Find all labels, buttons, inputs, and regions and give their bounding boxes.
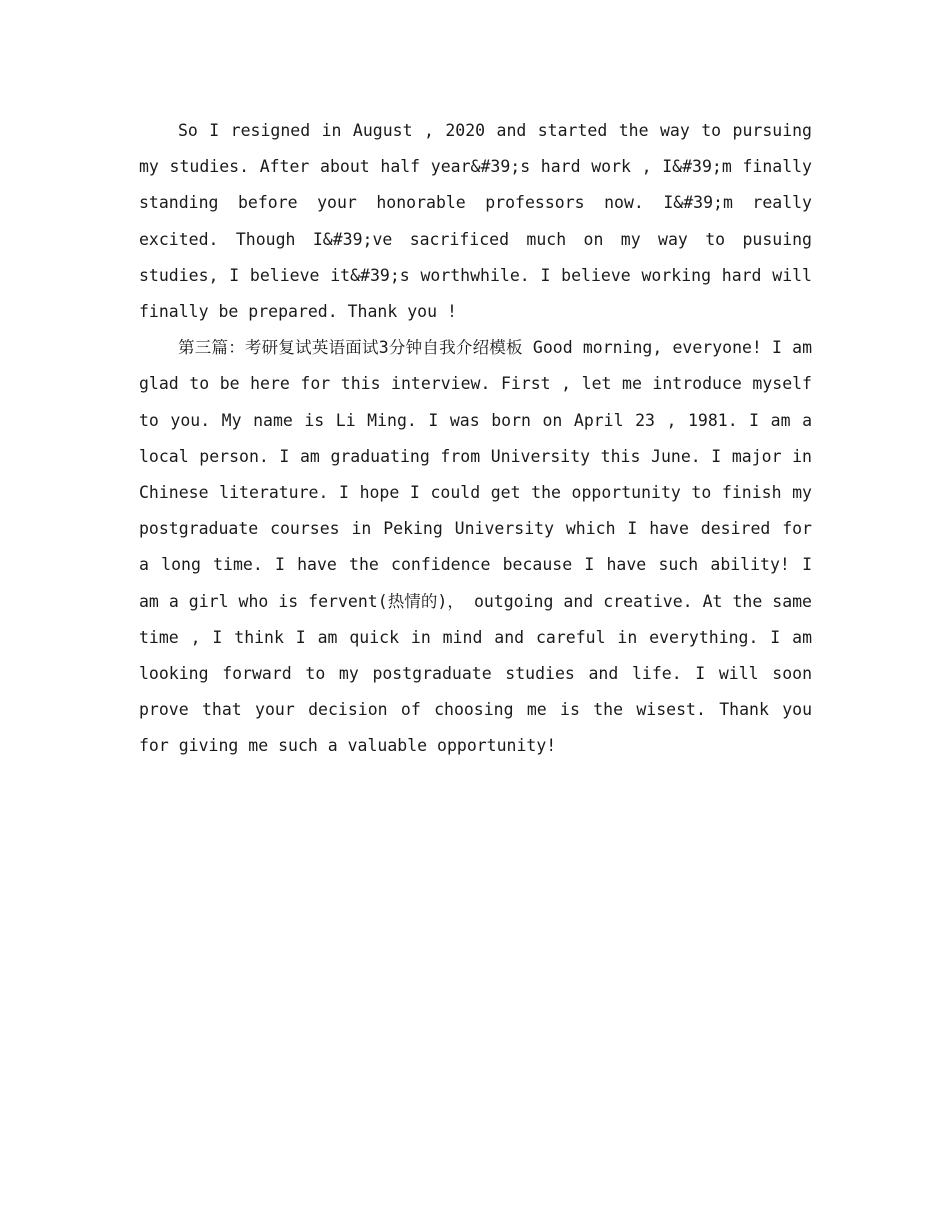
paragraph-resignation: So I resigned in August , 2020 and started the way to pursuing my studies. After about half year&#39;s hard work , I&#39;m finally standing before your honorable professors now. I&#39;m really excited. Though I&#39;ve sacrificed much on my way to pusuing studies, I believe it&#39;s worthwhile. I believe working hard will finally be prepared. Thank you !: [139, 121, 812, 322]
document-body: [139, 113, 812, 765]
paragraph-self-introduction: 第三篇：考研复试英语面试3分钟自我介绍模板 Good morning, everyone! I am glad to be here for this interview. First , let me introduce myself to you. My name is Li Ming. I was born on April 23 , 1981. I am a local person. I am graduating from University this June. I major in Chinese literature. I hope I could get the opportunity to finish my postgraduate courses in Peking University which I have desired for a long time. I have the confidence because I have such ability! I am a girl who is fervent(热情的)， outgoing and creative. At the same time , I think I am quick in mind and careful in everything. I am looking forward to my postgraduate studies and life. I will soon prove that your decision of choosing me is the wisest. Thank you for giving me such a valuable opportunity!: [139, 338, 812, 756]
